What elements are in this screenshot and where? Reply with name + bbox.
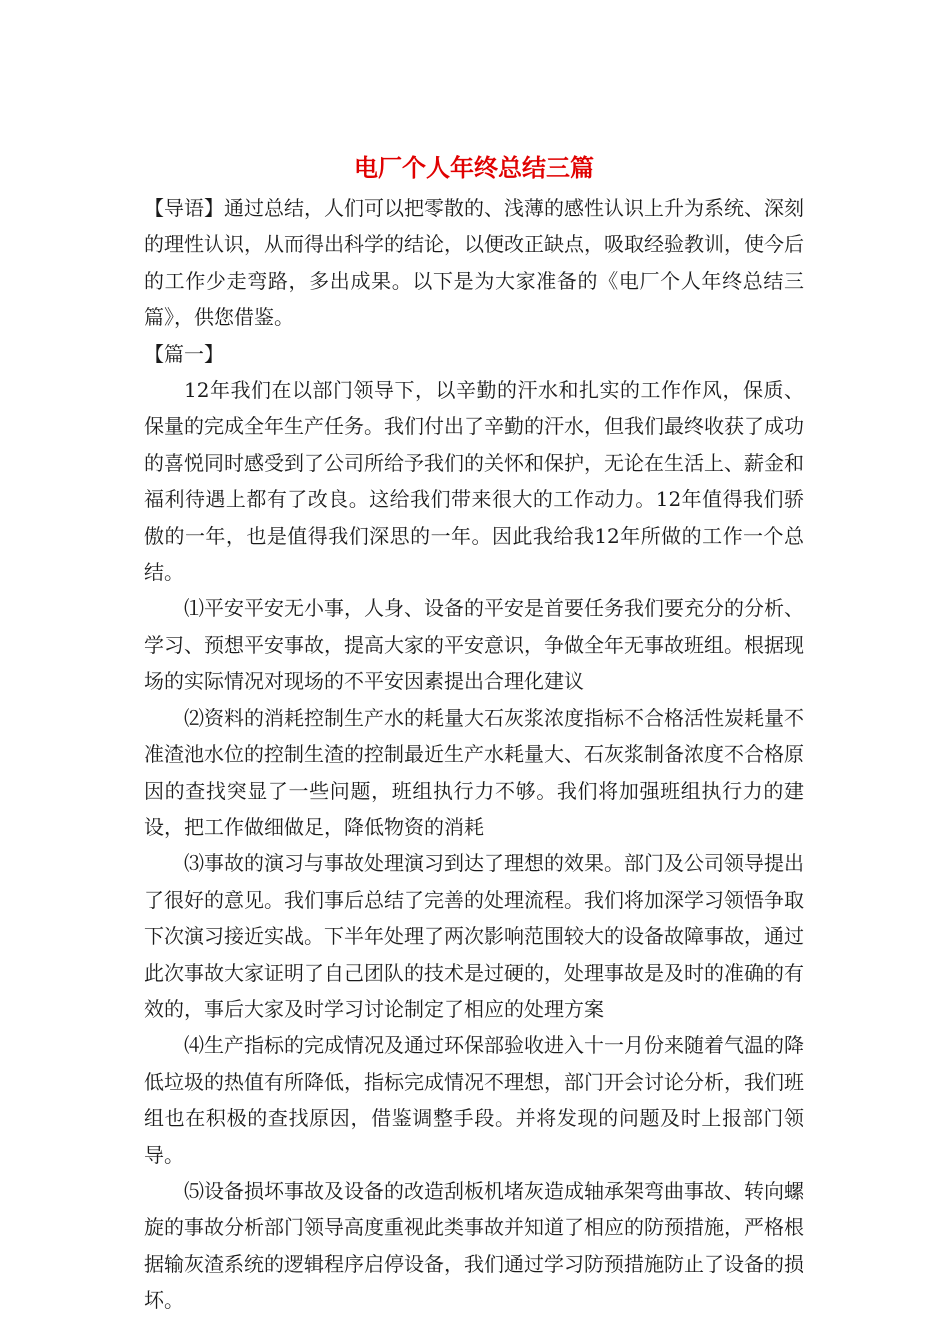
body-paragraph-summary: 12年我们在以部门领导下，以辛勤的汗水和扎实的工作作风，保质、保量的完成全年生产任务。我们付出了辛勤的汗水，但我们最终收获了成功的喜悦同时感受到了公司所给予我们的关怀和保护，无论在生活上、薪金和福利待遇上都有了改良。这给我们带来很大的工作动力。12年值得我们骄傲的一年，也是值得我们深思的一年。因此我给我12年所做的工作一个总结。	[144, 378, 804, 585]
body-paragraph-equipment: ⑸设备损坏事故及设备的改造刮板机堵灰造成轴承架弯曲事故、转向螺旋的事故分析部门领导高度重视此类事故并知道了相应的防预措施，严格根据输灰渣系统的逻辑程序启停设备，我们通过学习防预措施防止了设备的损坏。	[144, 1178, 804, 1313]
document-title: 电厂个人年终总结三篇	[354, 153, 594, 182]
document-body	[144, 146, 804, 1319]
body-paragraph-indicators: ⑷生产指标的完成情况及通过环保部验收进入十一月份来随着气温的降低垃圾的热值有所降低，指标完成情况不理想，部门开会讨论分析，我们班组也在积极的查找原因，借鉴调整手段。并将发现的问题及时上报部门领导。	[144, 1033, 804, 1167]
body-paragraph-drill: ⑶事故的演习与事故处理演习到达了理想的效果。部门及公司领导提出了很好的意见。我们事后总结了完善的处理流程。我们将加深学习领悟争取下次演习接近实战。下半年处理了两次影响范围较大的设备故障事故，通过此次事故大家证明了自己团队的技术是过硬的，处理事故是及时的准确的有效的，事后大家及时学习讨论制定了相应的处理方案	[144, 851, 804, 1021]
body-paragraph-safety: ⑴平安平安无小事，人身、设备的平安是首要任务我们要充分的分析、学习、预想平安事故，提高大家的平安意识，争做全年无事故班组。根据现场的实际情况对现场的不平安因素提出合理化建议	[144, 596, 804, 694]
body-paragraph-consumption: ⑵资料的消耗控制生产水的耗量大石灰浆浓度指标不合格活性炭耗量不准渣池水位的控制生渣的控制最近生产水耗量大、石灰浆制备浓度不合格原因的查找突显了一些问题，班组执行力不够。我们将加强班组执行力的建设，把工作做细做足，降低物资的消耗	[144, 705, 804, 839]
intro-paragraph: 【导语】通过总结，人们可以把零散的、浅薄的感性认识上升为系统、深刻的理性认识，从而得出科学的结论，以便改正缺点，吸取经验教训，使今后的工作少走弯路，多出成果。以下是为大家准备的《电厂个人年终总结三篇》，供您借鉴。	[144, 196, 804, 330]
section-heading: 【篇一】	[144, 341, 224, 366]
